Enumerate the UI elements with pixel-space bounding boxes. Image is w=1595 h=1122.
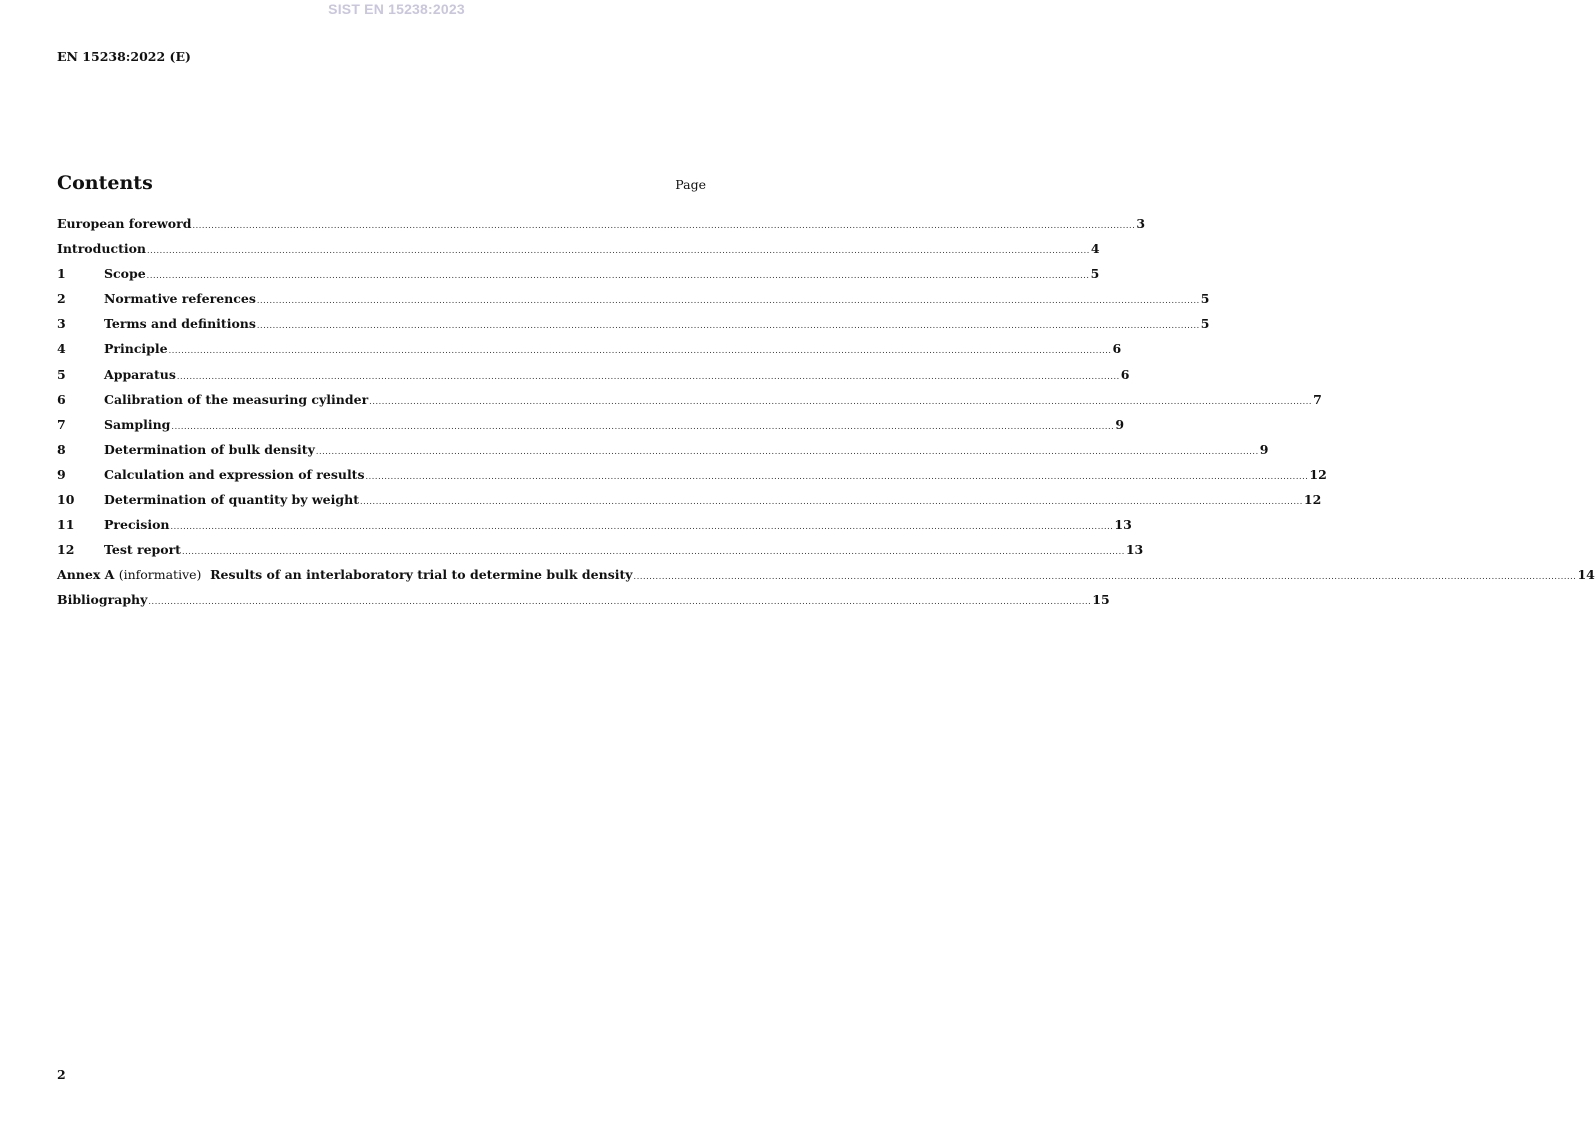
toc-dot-leader: ............................................................................................................................................................................................................................................................................................................ xyxy=(170,522,1114,532)
toc-entry-number: 1 xyxy=(57,266,66,282)
watermark: SIST EN 15238:2023 xyxy=(328,1,465,17)
toc-entry-page: 14 xyxy=(1577,567,1595,583)
toc-entry-title-text: Normative references xyxy=(104,291,256,307)
toc-entry-number: 12 xyxy=(57,542,75,558)
toc-dot-leader: ............................................................................................................................................................................................................................................................................................................ xyxy=(181,547,1125,557)
toc-entry[interactable] xyxy=(57,541,1144,566)
toc-entry-title-text: European foreword xyxy=(57,216,192,231)
page-column-label: Page xyxy=(675,177,706,192)
toc-dot-leader: ............................................................................................................................................................................................................................................................................................................ xyxy=(365,471,1309,481)
toc-entry-page: 15 xyxy=(1092,592,1110,608)
toc-entry[interactable] xyxy=(57,240,1100,265)
toc-entry-number: 8 xyxy=(57,441,66,457)
toc-entry-title xyxy=(104,340,168,358)
toc-dot-leader: ............................................................................................................................................................................................................................................................................................................ xyxy=(315,446,1259,456)
toc-entry[interactable] xyxy=(57,315,1210,340)
toc-entry-number: 4 xyxy=(57,341,66,357)
toc-dot-leader: ............................................................................................................................................................................................................................................................................................................ xyxy=(168,346,1112,356)
toc-entry-number: 6 xyxy=(57,391,66,407)
toc-dot-leader: ............................................................................................................................................................................................................................................................................................................ xyxy=(147,246,1090,256)
toc-entry[interactable] xyxy=(57,340,1122,365)
toc-entry-page: 5 xyxy=(1200,316,1210,332)
toc-entry-subtitle: Results of an interlaboratory trial to determine bulk density xyxy=(210,567,633,583)
toc-entry-title xyxy=(57,240,146,258)
toc-dot-leader: ............................................................................................................................................................................................................................................................................................................ xyxy=(192,221,1136,230)
toc-entry-title xyxy=(104,516,170,534)
toc-entry[interactable] xyxy=(57,516,1132,541)
toc-entry-page: 4 xyxy=(1090,241,1100,257)
toc-entry-number: 5 xyxy=(57,366,66,382)
toc-entry-title-text: Test report xyxy=(104,542,181,558)
toc-entry-title xyxy=(104,315,256,333)
toc-entry-page: 9 xyxy=(1259,441,1269,457)
toc-entry-number: 2 xyxy=(57,291,66,307)
toc-dot-leader: ............................................................................................................................................................................................................................................................................................................ xyxy=(171,421,1115,431)
toc-entry[interactable] xyxy=(57,366,1130,391)
toc-entry-page: 12 xyxy=(1309,466,1327,482)
toc-entry-page: 7 xyxy=(1313,391,1322,407)
toc-entry-title-text: Scope xyxy=(104,266,146,282)
toc-dot-leader: ............................................................................................................................................................................................................................................................................................................ xyxy=(633,572,1577,582)
toc-dot-leader: ............................................................................................................................................................................................................................................................................................................ xyxy=(256,296,1200,306)
toc-entry-number: 7 xyxy=(57,416,66,432)
toc-entry-page: 5 xyxy=(1200,291,1210,307)
toc-entry-title xyxy=(104,441,315,459)
toc-entry-title xyxy=(104,391,368,409)
toc-entry-page: 6 xyxy=(1112,341,1122,357)
contents-header xyxy=(57,172,706,194)
footer-page-number: 2 xyxy=(57,1067,66,1082)
toc-entry[interactable] xyxy=(57,466,1327,491)
toc-entry-page: 5 xyxy=(1090,266,1100,282)
toc-dot-leader: ............................................................................................................................................................................................................................................................................................................ xyxy=(176,371,1120,381)
table-of-contents xyxy=(57,215,1595,617)
toc-entry-title-text: Precision xyxy=(104,517,170,533)
toc-entry-page: 3 xyxy=(1136,216,1146,231)
toc-entry-title xyxy=(57,591,147,609)
toc-dot-leader: ............................................................................................................................................................................................................................................................................................................ xyxy=(256,321,1200,331)
toc-entry[interactable] xyxy=(57,215,1146,240)
toc-entry-note: (informative) xyxy=(118,567,202,583)
toc-entry-title-text: Annex A xyxy=(57,567,115,583)
toc-dot-leader: ............................................................................................................................................................................................................................................................................................................ xyxy=(148,597,1092,607)
toc-entry-title-text: Calculation and expression of results xyxy=(104,466,365,482)
toc-entry-number: 3 xyxy=(57,316,66,332)
contents-title: Contents xyxy=(57,172,153,194)
toc-entry[interactable] xyxy=(57,416,1125,441)
toc-entry[interactable] xyxy=(57,566,1595,591)
toc-entry-title-text: Sampling xyxy=(104,416,171,432)
toc-entry[interactable] xyxy=(57,591,1110,616)
toc-entry[interactable] xyxy=(57,491,1322,516)
toc-entry[interactable] xyxy=(57,290,1210,315)
toc-entry-title xyxy=(104,466,365,484)
toc-entry-title-text: Calibration of the measuring cylinder xyxy=(104,391,369,407)
toc-entry-title xyxy=(104,541,181,559)
toc-dot-leader: ............................................................................................................................................................................................................................................................................................................ xyxy=(369,396,1313,406)
toc-entry-title xyxy=(104,290,256,308)
toc-entry-title xyxy=(104,491,359,509)
toc-entry[interactable] xyxy=(57,391,1322,416)
toc-entry-page: 9 xyxy=(1115,416,1125,432)
toc-entry-number: 9 xyxy=(57,466,66,482)
document-id: EN 15238:2022 (E) xyxy=(57,49,191,64)
toc-entry-title xyxy=(104,366,176,384)
toc-entry-page: 12 xyxy=(1303,492,1322,508)
toc-dot-leader: ............................................................................................................................................................................................................................................................................................................ xyxy=(359,497,1303,507)
toc-entry-title xyxy=(104,265,146,283)
toc-entry-title xyxy=(57,566,633,584)
toc-entry[interactable] xyxy=(57,265,1100,290)
toc-entry-title-text: Introduction xyxy=(57,241,147,257)
toc-dot-leader: ............................................................................................................................................................................................................................................................................................................ xyxy=(146,271,1090,281)
toc-entry-title-text: Determination of quantity by weight xyxy=(104,492,359,508)
toc-entry-number: 11 xyxy=(57,517,75,533)
toc-entry-page: 13 xyxy=(1114,517,1132,533)
toc-entry-title xyxy=(57,215,191,233)
toc-entry-page: 13 xyxy=(1125,542,1144,558)
toc-entry-title xyxy=(104,416,170,434)
toc-entry-number: 10 xyxy=(57,492,75,508)
toc-entry-title-text: Apparatus xyxy=(104,366,176,382)
toc-entry-title-text: Determination of bulk density xyxy=(104,441,315,457)
toc-entry-title-text: Principle xyxy=(104,341,168,357)
toc-entry-title-text: Terms and definitions xyxy=(104,316,256,332)
toc-entry-title-text: Bibliography xyxy=(57,592,148,608)
toc-entry-page: 6 xyxy=(1120,366,1130,382)
toc-entry[interactable] xyxy=(57,441,1269,466)
